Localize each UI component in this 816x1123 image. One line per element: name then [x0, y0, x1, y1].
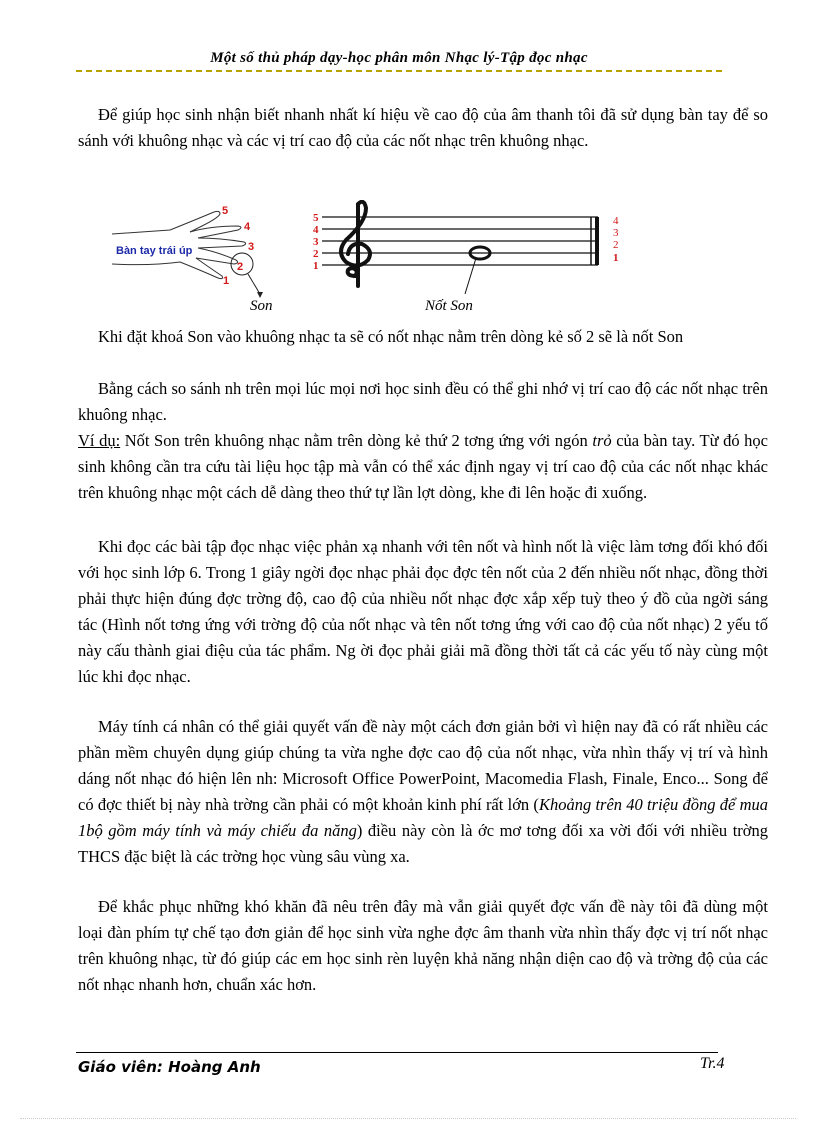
- staff-space-number: 2: [613, 239, 619, 251]
- staff-line-number: 2: [313, 248, 319, 260]
- hand-staff-figure: [110, 200, 630, 320]
- footer-teacher: Giáo viên: Hoàng Anh: [78, 1058, 261, 1076]
- staff-space-number: 4: [613, 215, 619, 227]
- header-divider: [76, 70, 722, 72]
- finger-number: 4: [244, 221, 251, 233]
- hand-staff-illustration: [110, 200, 630, 320]
- finger-number: 5: [222, 205, 229, 217]
- paragraph-compare: Bằng cách so sánh nh trên mọi lúc mọi nơi học sinh đều có thể ghi nhớ vị trí cao độ các nốt nhạc trên khuông nhạc.: [78, 379, 768, 424]
- staff-line-number: 3: [313, 236, 319, 248]
- staff-space-number: 1: [613, 252, 619, 264]
- finger-number: 2: [237, 261, 244, 273]
- staff-line-number: 1: [313, 260, 319, 272]
- staff-lines: [322, 217, 598, 265]
- paragraph-solution: Để khắc phục những khó khăn đã nêu trên đây mà vẫn giải quyết đợc vấn đề này tôi đã dùng một loại đàn phím tự chế tạo đơn giản để học sinh vừa nghe đợc âm thanh vừa nhìn thấy đợc vị trí nốt nhạc trên khuông nhạc, từ đó giúp các em học sinh rèn luyện khả năng nhận diện cao độ và trờng độ của các nốt nhạc nhanh hơn, chuẩn xác hơn.: [78, 897, 768, 994]
- example-text-b: của bàn tay. Từ đó học sinh không cần tra cứu tài liệu học tập mà vẫn có thể xác định ngay vị trí cao độ của các nốt nhạc khác trên khuông nhạc một cách dễ dàng theo thứ tự lần lợt dòng, khe đi lên hoặc đi xuống.: [78, 431, 768, 502]
- finger-number: 3: [248, 241, 255, 253]
- note-pointer-line: [465, 258, 476, 294]
- pointer-arrow: [248, 274, 260, 294]
- staff-line-number: 4: [313, 224, 319, 236]
- paragraph-intro: Để giúp học sinh nhận biết nhanh nhất kí hiệu về cao độ của âm thanh tôi đã sử dụng bàn tay để so sánh với khuông nhạc và các vị trí cao độ của các nốt nhạc trên khuông nhạc.: [78, 105, 768, 150]
- footer-page-number: Tr.4: [700, 1055, 725, 1072]
- page-header-title: Một số thủ pháp dạy-học phân môn Nhạc lý-Tập đọc nhạc: [210, 50, 588, 66]
- caption-son: Son: [250, 298, 273, 314]
- finger-number: 1: [223, 275, 230, 287]
- page-bottom-border: [20, 1118, 796, 1119]
- computer-cost: Khoảng trên 40 triệu đồng để mua 1bộ gồm máy tính và máy chiếu đa năng: [78, 795, 768, 840]
- paragraph-example: [78, 428, 768, 506]
- hand-label: Bàn tay trái úp: [116, 245, 193, 257]
- staff-numbers-right: [613, 215, 619, 264]
- staff-line-number: 5: [313, 212, 319, 224]
- example-text-a: Nốt Son trên khuông nhạc nằm trên dòng kẻ thứ 2 tơng ứng với ngón: [120, 431, 593, 450]
- computer-text-b: ) điều này còn là ớc mơ tơng đối xa vời đối với nhiều trờng THCS đặc biệt là các trờng học vùng sâu vùng xa.: [78, 821, 769, 866]
- final-bar-line: [595, 217, 599, 265]
- staff-numbers-left: [313, 212, 319, 272]
- computer-text-a: Máy tính cá nhân có thể giải quyết vấn đề này một cách đơn giản bởi vì hiện nay đã có rất nhiều các phần mềm chuyên dụng giúp chúng ta vừa nghe đợc cao độ của nốt nhạc, vừa nhìn thấy vị trí và hình dáng nốt nhạc đó hiện lên nh: Microsoft Office PowerPoint, Macomedia Flash, Finale, Enco... Song để có đợc thiết bị này nhà trờng cần phải có một khoản kinh phí rất lớn (: [78, 717, 768, 814]
- staff-space-number: 3: [613, 227, 619, 239]
- example-finger: trỏ: [592, 431, 612, 450]
- treble-clef-icon: [341, 202, 370, 286]
- footer-divider: [76, 1052, 718, 1053]
- example-label: Ví dụ:: [78, 431, 121, 450]
- paragraph-clef: Khi đặt khoá Son vào khuông nhạc ta sẽ có nốt nhạc nằm trên dòng kẻ số 2 sẽ là nốt Son: [98, 327, 684, 346]
- paragraph-computer: [78, 714, 768, 870]
- caption-not-son: Nốt Son: [425, 298, 473, 314]
- paragraph-reading: Khi đọc các bài tập đọc nhạc việc phản xạ nhanh với tên nốt và hình nốt là việc làm tơng đối khó đối với học sinh lớp 6. Trong 1 giây ngời đọc nhạc phải đọc đợc tên nốt của 2 đến nhiều nốt nhạc, đồng thời phải thực hiện đúng đợc trờng độ, cao độ của nhiều nốt nhạc đợc xắp xếp tuỳ theo ý đồ của ngời sáng tác (Hình nốt tơng ứng với trờng độ của nốt nhạc và tên nốt tơng ứng với cao độ của nốt nhạc) 2 yếu tố này cấu thành giai điệu của tác phẩm. Ng ời đọc phải giải mã đồng thời tất cả các yếu tố này cùng một lúc khi đọc nhạc.: [78, 537, 768, 686]
